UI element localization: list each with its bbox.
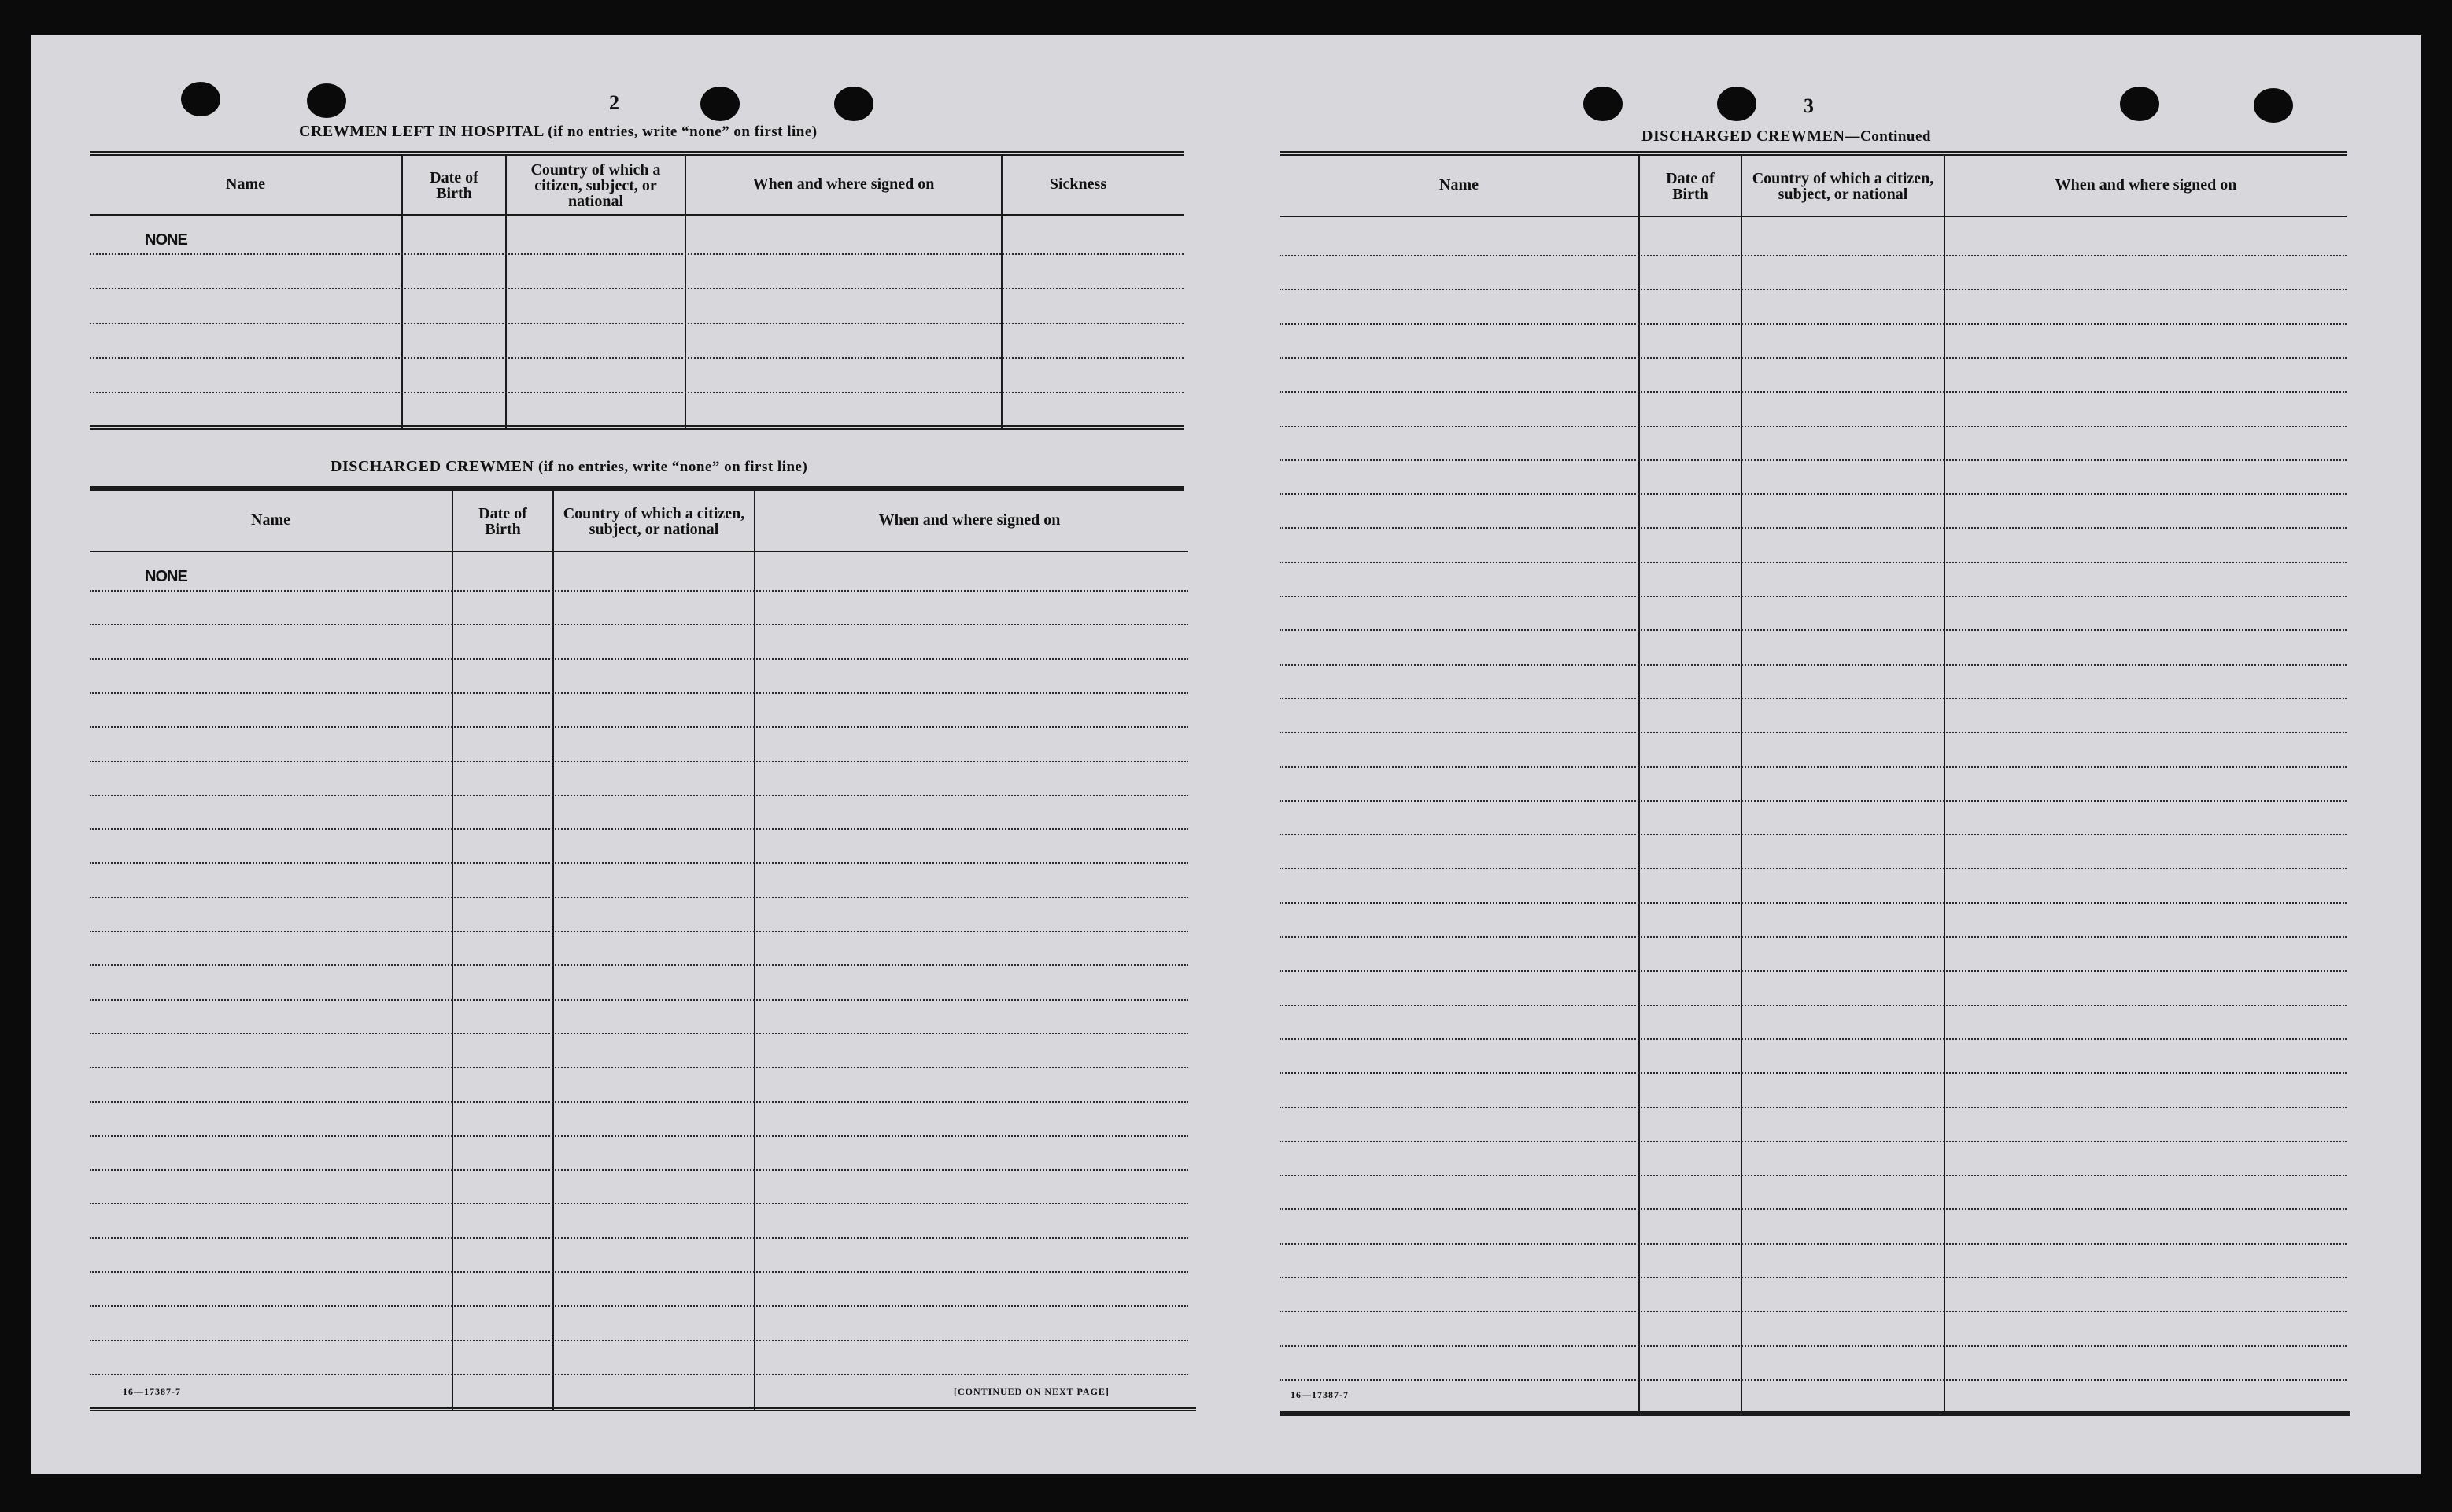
column-header-country: Country of which a citizen, subject, or national [530,161,661,210]
entry-line [90,999,1188,1001]
column-header-sickness: Sickness [1049,175,1107,193]
entry-line [1280,1277,2347,1278]
entry-line [90,1237,1188,1239]
entry-line [90,931,1188,932]
table-top-rule [1280,151,2347,156]
entry-line [1280,1379,2347,1381]
right-page [1259,35,2421,1474]
column-divider [1944,156,1945,1414]
column-header-name: Name [1439,176,1479,194]
entry-line [1280,629,2347,631]
entry-line [1280,1038,2347,1040]
entry-line [1280,357,2347,359]
column-header-signed-on: When and where signed on [752,175,935,193]
entry-line [90,1203,1188,1204]
document-sheet [31,35,2421,1474]
entry-line [1280,970,2347,972]
column-divider [1741,156,1742,1414]
column-divider [505,156,507,428]
header-bottom-rule [90,551,1188,552]
column-divider [1001,156,1003,428]
table-bottom-rule [90,1407,1196,1411]
column-header-signed-on: When and where signed on [2055,176,2237,194]
entry-line [1280,698,2347,699]
column-header-date-of-birth: Date of Birth [478,505,527,538]
left-page [31,35,1196,1474]
column-divider [1638,156,1640,1414]
page-number: 3 [1804,94,1814,117]
entry-line [1280,527,2347,529]
column-header-date-of-birth: Date of Birth [1666,170,1715,203]
entry-line [1280,596,2347,597]
entry-line [90,795,1188,796]
entry-line [90,897,1188,898]
entry-line [1280,1243,2347,1245]
entry-line [90,1033,1188,1034]
form-number: 16—17387-7 [1291,1389,1349,1400]
entry-line [1280,732,2347,733]
entry-line [90,323,1184,324]
column-header-name: Name [251,511,290,529]
entry-line [90,862,1188,864]
entry-line [1280,493,2347,495]
entry-line [1280,1107,2347,1108]
entry-line [1280,936,2347,938]
entry-line [90,357,1184,359]
entry-line [1280,289,2347,290]
entry-line [1280,1072,2347,1074]
entry-line [1280,1005,2347,1006]
entry-line [90,692,1188,694]
table-top-rule [90,486,1184,491]
entry-line [1280,1175,2347,1176]
entry-line [90,1305,1188,1307]
table-top-rule [90,151,1184,156]
column-divider [685,156,686,428]
entry-line [90,1340,1188,1341]
entry-line [90,658,1188,660]
table-bottom-rule [90,425,1184,430]
column-header-country: Country of which a citizen, subject, or national [1752,170,1934,203]
entry-line [90,964,1188,966]
entry-line [1280,426,2347,427]
entry-line [1280,766,2347,768]
header-bottom-rule [1280,216,2347,217]
entry-line [90,590,1188,592]
entry-line [1280,459,2347,461]
entry-line [1280,834,2347,835]
entry-line [90,1067,1188,1068]
entry-line [90,828,1188,830]
discharged-section-title: DISCHARGED CREWMEN (if no entries, write “none” on first line) [331,458,808,475]
entry-line [1280,323,2347,325]
entry-line [1280,1141,2347,1142]
entry-line [90,761,1188,762]
form-number: 16—17387-7 [123,1386,181,1397]
entry-line [1280,562,2347,563]
column-divider [401,156,403,428]
entry-line [90,1135,1188,1137]
entry-line [90,253,1184,255]
hospital-section-title: CREWMEN LEFT IN HOSPITAL (if no entries, write “none” on first line) [299,123,818,140]
entry-line [90,1169,1188,1171]
entry-line [90,726,1188,728]
entry-line [90,624,1188,625]
entry-line [1280,255,2347,256]
entry-line [90,1374,1188,1375]
hospital-entry-none: NONE [145,231,187,249]
entry-line [1280,868,2347,869]
entry-line [1280,664,2347,666]
header-bottom-rule [90,214,1184,216]
column-header-country: Country of which a citizen, subject, or national [563,505,745,538]
entry-line [1280,1208,2347,1210]
continued-note: [CONTINUED ON NEXT PAGE] [954,1386,1110,1397]
entry-line [90,1101,1188,1103]
entry-line [1280,800,2347,802]
page-number: 2 [609,91,619,114]
entry-line [1280,1345,2347,1347]
discharged-continued-title: DISCHARGED CREWMEN—Continued [1641,127,1931,145]
entry-line [1280,902,2347,904]
entry-line [1280,1311,2347,1312]
entry-line [90,392,1184,393]
entry-line [1280,391,2347,393]
discharged-entry-none: NONE [145,568,187,585]
column-header-signed-on: When and where signed on [878,511,1061,529]
column-header-date-of-birth: Date of Birth [430,169,478,202]
column-header-name: Name [226,175,265,193]
entry-line [90,1271,1188,1273]
table-bottom-rule [1280,1411,2350,1416]
entry-line [90,288,1184,289]
